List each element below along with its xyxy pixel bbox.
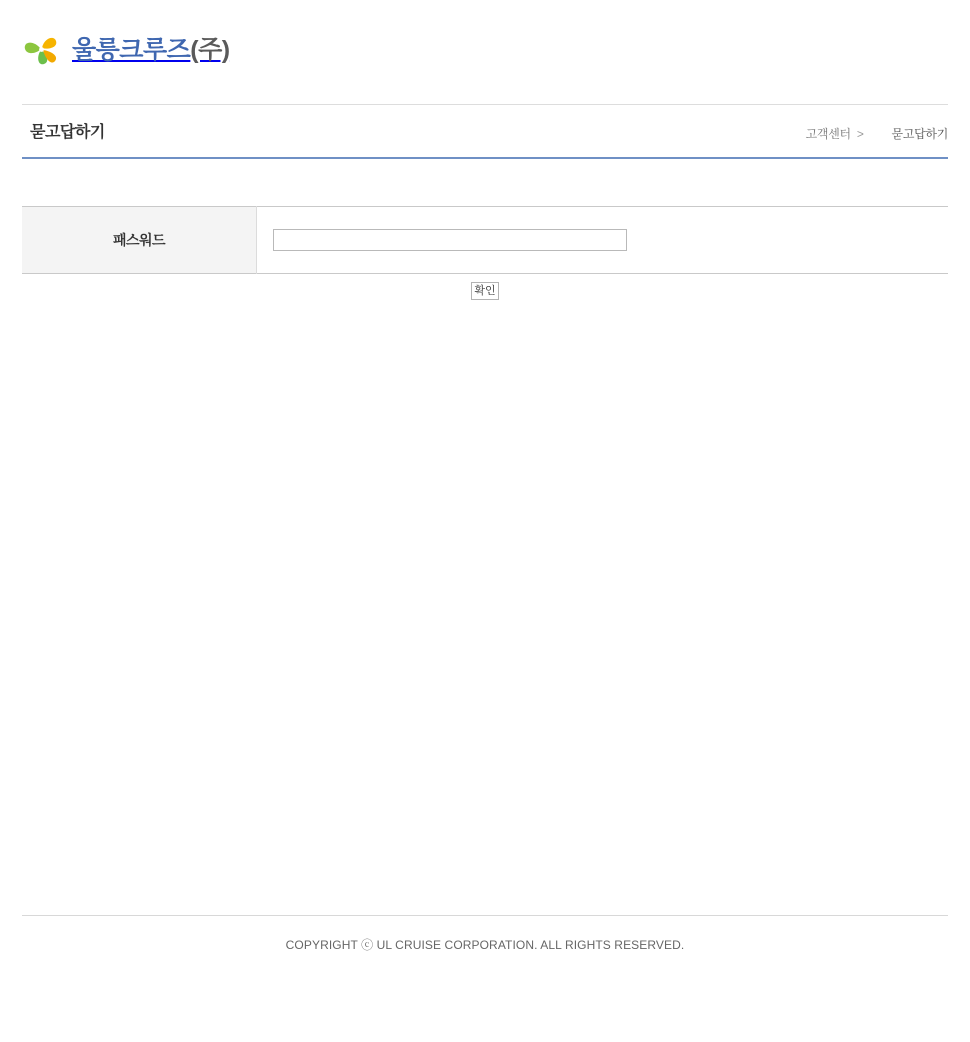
- breadcrumb: [806, 125, 948, 142]
- button-row: [22, 281, 948, 300]
- breadcrumb-separator-icon: >: [856, 126, 864, 141]
- breadcrumb-parent[interactable]: 고객센터: [805, 127, 851, 141]
- site-header: [0, 0, 970, 104]
- main-content: [22, 159, 948, 300]
- site-logo-link[interactable]: [22, 30, 230, 70]
- logo-text: [72, 35, 230, 64]
- logo-text-secondary: (주): [190, 35, 230, 64]
- page-title: 묻고답하기: [30, 124, 105, 141]
- password-field-cell: [257, 207, 949, 274]
- title-bar: [22, 104, 948, 159]
- pinwheel-flower-logo-icon: [22, 30, 62, 70]
- confirm-button[interactable]: 확인: [471, 282, 499, 300]
- password-input[interactable]: [273, 229, 627, 251]
- copyright-text: COPYRIGHT ⓒ UL CRUISE CORPORATION. ALL RIGHTS RESERVED.: [285, 938, 685, 952]
- logo-text-primary: 울릉크루즈: [72, 35, 191, 64]
- table-row: [22, 207, 948, 274]
- password-form-table: [22, 206, 948, 274]
- breadcrumb-current: 묻고답하기: [891, 127, 948, 141]
- site-footer: [22, 915, 948, 953]
- password-label: 패스워드: [22, 207, 257, 274]
